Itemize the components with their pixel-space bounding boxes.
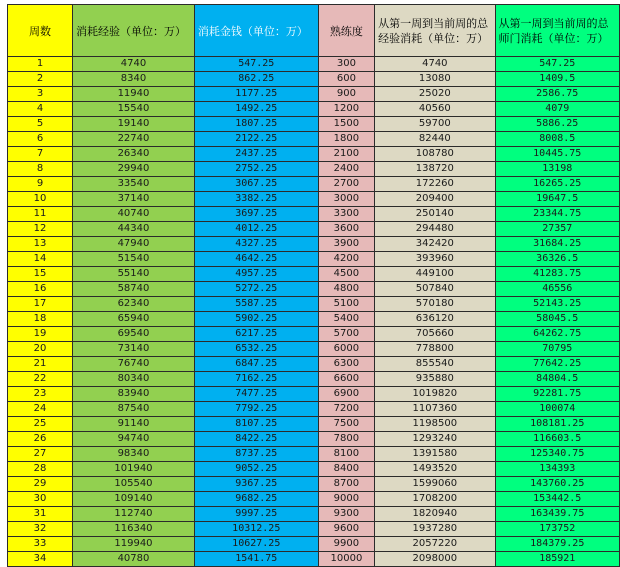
total-sect-cell: 116603.5 xyxy=(495,432,620,447)
total-sect-cell: 84804.5 xyxy=(495,372,620,387)
table-row xyxy=(8,432,620,447)
money-cost-cell: 9367.25 xyxy=(194,477,318,492)
proficiency-cell: 8100 xyxy=(318,447,375,462)
total-exp-cell: 59700 xyxy=(375,117,495,132)
table-row xyxy=(8,447,620,462)
proficiency-cell: 6000 xyxy=(318,342,375,357)
total-sect-cell: 184379.25 xyxy=(495,537,620,552)
total-exp-cell: 138720 xyxy=(375,162,495,177)
money-cost-cell: 7792.25 xyxy=(194,402,318,417)
total-exp-cell: 108780 xyxy=(375,147,495,162)
proficiency-cell: 900 xyxy=(318,87,375,102)
table-row xyxy=(8,537,620,552)
week-cell: 27 xyxy=(8,447,73,462)
total-exp-cell: 2098000 xyxy=(375,552,495,567)
money-cost-cell: 7477.25 xyxy=(194,387,318,402)
table-row xyxy=(8,552,620,567)
header-money-cost: 消耗金钱（单位：万） xyxy=(194,5,318,57)
exp-cost-cell: 101940 xyxy=(73,462,195,477)
total-sect-cell: 125340.75 xyxy=(495,447,620,462)
exp-cost-cell: 80340 xyxy=(73,372,195,387)
table-row xyxy=(8,522,620,537)
total-sect-cell: 13198 xyxy=(495,162,620,177)
total-sect-cell: 16265.25 xyxy=(495,177,620,192)
total-sect-cell: 92281.75 xyxy=(495,387,620,402)
table-row xyxy=(8,237,620,252)
money-cost-cell: 6217.25 xyxy=(194,327,318,342)
proficiency-cell: 300 xyxy=(318,57,375,72)
week-cell: 22 xyxy=(8,372,73,387)
total-exp-cell: 1599060 xyxy=(375,477,495,492)
money-cost-cell: 1807.25 xyxy=(194,117,318,132)
exp-cost-cell: 105540 xyxy=(73,477,195,492)
total-sect-cell: 41283.75 xyxy=(495,267,620,282)
total-exp-cell: 25020 xyxy=(375,87,495,102)
total-sect-cell: 19647.5 xyxy=(495,192,620,207)
total-sect-cell: 5886.25 xyxy=(495,117,620,132)
week-cell: 32 xyxy=(8,522,73,537)
total-sect-cell: 46556 xyxy=(495,282,620,297)
money-cost-cell: 4012.25 xyxy=(194,222,318,237)
total-sect-cell: 58045.5 xyxy=(495,312,620,327)
week-cell: 6 xyxy=(8,132,73,147)
total-sect-cell: 4079 xyxy=(495,102,620,117)
table-row xyxy=(8,162,620,177)
table-row xyxy=(8,402,620,417)
total-exp-cell: 342420 xyxy=(375,237,495,252)
proficiency-cell: 9300 xyxy=(318,507,375,522)
week-cell: 12 xyxy=(8,222,73,237)
total-sect-cell: 64262.75 xyxy=(495,327,620,342)
total-exp-cell: 1293240 xyxy=(375,432,495,447)
proficiency-cell: 7500 xyxy=(318,417,375,432)
table-row xyxy=(8,507,620,522)
total-sect-cell: 31684.25 xyxy=(495,237,620,252)
table-row xyxy=(8,387,620,402)
proficiency-cell: 3300 xyxy=(318,207,375,222)
money-cost-cell: 8422.25 xyxy=(194,432,318,447)
proficiency-cell: 1500 xyxy=(318,117,375,132)
money-cost-cell: 5902.25 xyxy=(194,312,318,327)
week-cell: 18 xyxy=(8,312,73,327)
proficiency-cell: 10000 xyxy=(318,552,375,567)
table-row xyxy=(8,477,620,492)
exp-cost-cell: 55140 xyxy=(73,267,195,282)
table-row xyxy=(8,102,620,117)
money-cost-cell: 1177.25 xyxy=(194,87,318,102)
exp-cost-cell: 33540 xyxy=(73,177,195,192)
proficiency-cell: 4500 xyxy=(318,267,375,282)
table-row xyxy=(8,207,620,222)
money-cost-cell: 4327.25 xyxy=(194,237,318,252)
total-sect-cell: 1409.5 xyxy=(495,72,620,87)
proficiency-cell: 3600 xyxy=(318,222,375,237)
week-cell: 3 xyxy=(8,87,73,102)
proficiency-cell: 9000 xyxy=(318,492,375,507)
money-cost-cell: 10312.25 xyxy=(194,522,318,537)
total-exp-cell: 935880 xyxy=(375,372,495,387)
exp-cost-cell: 98340 xyxy=(73,447,195,462)
table-row xyxy=(8,252,620,267)
total-exp-cell: 570180 xyxy=(375,297,495,312)
money-cost-cell: 2437.25 xyxy=(194,147,318,162)
proficiency-cell: 3900 xyxy=(318,237,375,252)
header-week: 周数 xyxy=(8,5,73,57)
money-cost-cell: 8737.25 xyxy=(194,447,318,462)
money-cost-cell: 5272.25 xyxy=(194,282,318,297)
table-row xyxy=(8,357,620,372)
exp-cost-cell: 26340 xyxy=(73,147,195,162)
proficiency-cell: 4800 xyxy=(318,282,375,297)
exp-cost-cell: 76740 xyxy=(73,357,195,372)
proficiency-cell: 3000 xyxy=(318,192,375,207)
week-cell: 5 xyxy=(8,117,73,132)
header-exp-cost: 消耗经验（单位：万） xyxy=(73,5,195,57)
week-cell: 31 xyxy=(8,507,73,522)
total-exp-cell: 209400 xyxy=(375,192,495,207)
table-row xyxy=(8,267,620,282)
total-sect-cell: 134393 xyxy=(495,462,620,477)
total-exp-cell: 1708200 xyxy=(375,492,495,507)
exp-cost-cell: 87540 xyxy=(73,402,195,417)
proficiency-cell: 6300 xyxy=(318,357,375,372)
money-cost-cell: 1541.75 xyxy=(194,552,318,567)
table-row xyxy=(8,372,620,387)
total-exp-cell: 778800 xyxy=(375,342,495,357)
week-cell: 14 xyxy=(8,252,73,267)
table-row xyxy=(8,282,620,297)
exp-cost-cell: 83940 xyxy=(73,387,195,402)
total-exp-cell: 449100 xyxy=(375,267,495,282)
week-cell: 30 xyxy=(8,492,73,507)
table-row xyxy=(8,312,620,327)
exp-cost-cell: 73140 xyxy=(73,342,195,357)
total-exp-cell: 1493520 xyxy=(375,462,495,477)
proficiency-cell: 1800 xyxy=(318,132,375,147)
money-cost-cell: 862.25 xyxy=(194,72,318,87)
total-exp-cell: 13080 xyxy=(375,72,495,87)
total-sect-cell: 153442.5 xyxy=(495,492,620,507)
total-sect-cell: 77642.25 xyxy=(495,357,620,372)
week-cell: 13 xyxy=(8,237,73,252)
week-cell: 28 xyxy=(8,462,73,477)
proficiency-cell: 9900 xyxy=(318,537,375,552)
total-exp-cell: 636120 xyxy=(375,312,495,327)
money-cost-cell: 9052.25 xyxy=(194,462,318,477)
week-cell: 2 xyxy=(8,72,73,87)
exp-cost-cell: 47940 xyxy=(73,237,195,252)
money-cost-cell: 3067.25 xyxy=(194,177,318,192)
money-cost-cell: 10627.25 xyxy=(194,537,318,552)
proficiency-cell: 2700 xyxy=(318,177,375,192)
total-sect-cell: 163439.75 xyxy=(495,507,620,522)
total-exp-cell: 507840 xyxy=(375,282,495,297)
total-exp-cell: 172260 xyxy=(375,177,495,192)
total-exp-cell: 1019820 xyxy=(375,387,495,402)
total-exp-cell: 1198500 xyxy=(375,417,495,432)
total-sect-cell: 36326.5 xyxy=(495,252,620,267)
total-exp-cell: 705660 xyxy=(375,327,495,342)
total-exp-cell: 4740 xyxy=(375,57,495,72)
total-sect-cell: 10445.75 xyxy=(495,147,620,162)
proficiency-cell: 6900 xyxy=(318,387,375,402)
proficiency-cell: 5400 xyxy=(318,312,375,327)
money-cost-cell: 3382.25 xyxy=(194,192,318,207)
total-exp-cell: 40560 xyxy=(375,102,495,117)
week-cell: 19 xyxy=(8,327,73,342)
exp-cost-cell: 8340 xyxy=(73,72,195,87)
week-cell: 29 xyxy=(8,477,73,492)
table-row xyxy=(8,327,620,342)
week-cell: 24 xyxy=(8,402,73,417)
money-cost-cell: 7162.25 xyxy=(194,372,318,387)
proficiency-cell: 2400 xyxy=(318,162,375,177)
consumption-table xyxy=(7,4,620,567)
header-row xyxy=(8,5,620,57)
exp-cost-cell: 112740 xyxy=(73,507,195,522)
proficiency-cell: 9600 xyxy=(318,522,375,537)
money-cost-cell: 4642.25 xyxy=(194,252,318,267)
proficiency-cell: 2100 xyxy=(318,147,375,162)
total-sect-cell: 52143.25 xyxy=(495,297,620,312)
proficiency-cell: 1200 xyxy=(318,102,375,117)
money-cost-cell: 3697.25 xyxy=(194,207,318,222)
week-cell: 10 xyxy=(8,192,73,207)
week-cell: 11 xyxy=(8,207,73,222)
proficiency-cell: 5700 xyxy=(318,327,375,342)
total-exp-cell: 1937280 xyxy=(375,522,495,537)
exp-cost-cell: 15540 xyxy=(73,102,195,117)
proficiency-cell: 6600 xyxy=(318,372,375,387)
exp-cost-cell: 69540 xyxy=(73,327,195,342)
money-cost-cell: 2752.25 xyxy=(194,162,318,177)
exp-cost-cell: 116340 xyxy=(73,522,195,537)
header-total-exp: 从第一周到当前周的总经验消耗（单位：万） xyxy=(375,5,495,57)
money-cost-cell: 8107.25 xyxy=(194,417,318,432)
week-cell: 4 xyxy=(8,102,73,117)
table-row xyxy=(8,222,620,237)
header-proficiency: 熟练度 xyxy=(318,5,375,57)
total-exp-cell: 855540 xyxy=(375,357,495,372)
header-total-sect: 从第一周到当前周的总师门消耗（单位：万） xyxy=(495,5,620,57)
exp-cost-cell: 4740 xyxy=(73,57,195,72)
table-row xyxy=(8,147,620,162)
exp-cost-cell: 37140 xyxy=(73,192,195,207)
week-cell: 21 xyxy=(8,357,73,372)
proficiency-cell: 5100 xyxy=(318,297,375,312)
week-cell: 16 xyxy=(8,282,73,297)
exp-cost-cell: 29940 xyxy=(73,162,195,177)
total-sect-cell: 185921 xyxy=(495,552,620,567)
exp-cost-cell: 109140 xyxy=(73,492,195,507)
money-cost-cell: 9997.25 xyxy=(194,507,318,522)
proficiency-cell: 8700 xyxy=(318,477,375,492)
exp-cost-cell: 51540 xyxy=(73,252,195,267)
total-exp-cell: 1391580 xyxy=(375,447,495,462)
total-sect-cell: 2586.75 xyxy=(495,87,620,102)
total-exp-cell: 1107360 xyxy=(375,402,495,417)
week-cell: 8 xyxy=(8,162,73,177)
week-cell: 23 xyxy=(8,387,73,402)
exp-cost-cell: 44340 xyxy=(73,222,195,237)
total-sect-cell: 100074 xyxy=(495,402,620,417)
total-exp-cell: 1820940 xyxy=(375,507,495,522)
week-cell: 15 xyxy=(8,267,73,282)
table-row xyxy=(8,462,620,477)
table-row xyxy=(8,57,620,72)
money-cost-cell: 6847.25 xyxy=(194,357,318,372)
proficiency-cell: 4200 xyxy=(318,252,375,267)
exp-cost-cell: 19140 xyxy=(73,117,195,132)
total-exp-cell: 294480 xyxy=(375,222,495,237)
week-cell: 17 xyxy=(8,297,73,312)
money-cost-cell: 9682.25 xyxy=(194,492,318,507)
money-cost-cell: 6532.25 xyxy=(194,342,318,357)
money-cost-cell: 2122.25 xyxy=(194,132,318,147)
proficiency-cell: 600 xyxy=(318,72,375,87)
total-sect-cell: 108181.25 xyxy=(495,417,620,432)
total-exp-cell: 250140 xyxy=(375,207,495,222)
table-row xyxy=(8,192,620,207)
proficiency-cell: 8400 xyxy=(318,462,375,477)
week-cell: 34 xyxy=(8,552,73,567)
exp-cost-cell: 58740 xyxy=(73,282,195,297)
exp-cost-cell: 119940 xyxy=(73,537,195,552)
week-cell: 9 xyxy=(8,177,73,192)
week-cell: 7 xyxy=(8,147,73,162)
total-exp-cell: 82440 xyxy=(375,132,495,147)
total-sect-cell: 23344.75 xyxy=(495,207,620,222)
table-row xyxy=(8,117,620,132)
total-sect-cell: 27357 xyxy=(495,222,620,237)
table-row xyxy=(8,297,620,312)
money-cost-cell: 4957.25 xyxy=(194,267,318,282)
table-row xyxy=(8,492,620,507)
total-sect-cell: 70795 xyxy=(495,342,620,357)
exp-cost-cell: 94740 xyxy=(73,432,195,447)
week-cell: 1 xyxy=(8,57,73,72)
exp-cost-cell: 22740 xyxy=(73,132,195,147)
table-row xyxy=(8,87,620,102)
week-cell: 20 xyxy=(8,342,73,357)
week-cell: 33 xyxy=(8,537,73,552)
exp-cost-cell: 40780 xyxy=(73,552,195,567)
total-sect-cell: 173752 xyxy=(495,522,620,537)
total-sect-cell: 143760.25 xyxy=(495,477,620,492)
table-row xyxy=(8,342,620,357)
table-row xyxy=(8,177,620,192)
exp-cost-cell: 40740 xyxy=(73,207,195,222)
proficiency-cell: 7800 xyxy=(318,432,375,447)
table-row xyxy=(8,72,620,87)
exp-cost-cell: 62340 xyxy=(73,297,195,312)
exp-cost-cell: 65940 xyxy=(73,312,195,327)
total-sect-cell: 8008.5 xyxy=(495,132,620,147)
total-exp-cell: 393960 xyxy=(375,252,495,267)
total-sect-cell: 547.25 xyxy=(495,57,620,72)
exp-cost-cell: 11940 xyxy=(73,87,195,102)
table-row xyxy=(8,417,620,432)
proficiency-cell: 7200 xyxy=(318,402,375,417)
week-cell: 25 xyxy=(8,417,73,432)
total-exp-cell: 2057220 xyxy=(375,537,495,552)
week-cell: 26 xyxy=(8,432,73,447)
money-cost-cell: 1492.25 xyxy=(194,102,318,117)
exp-cost-cell: 91140 xyxy=(73,417,195,432)
table-row xyxy=(8,132,620,147)
money-cost-cell: 5587.25 xyxy=(194,297,318,312)
money-cost-cell: 547.25 xyxy=(194,57,318,72)
